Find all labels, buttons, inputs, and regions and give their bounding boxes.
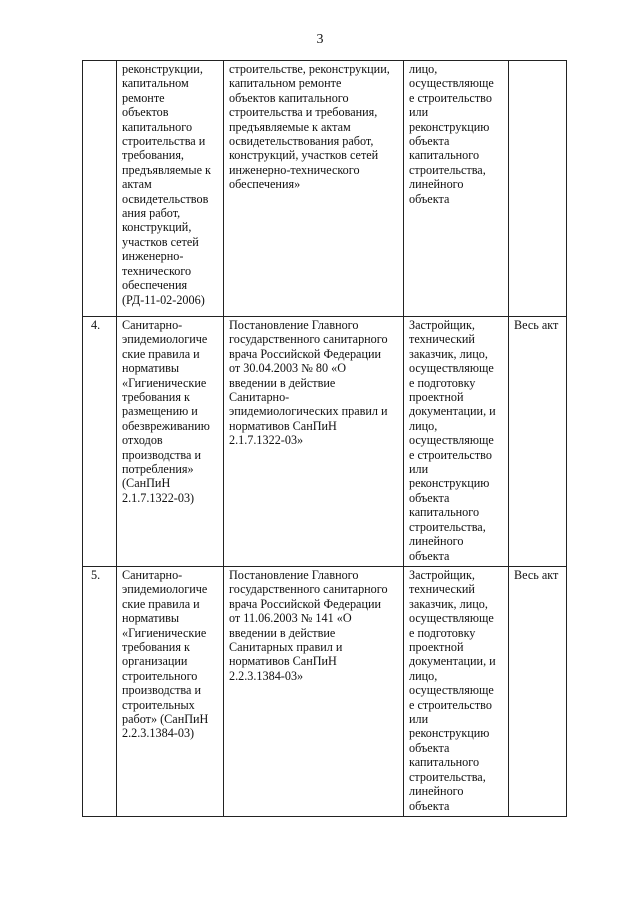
requirements-table — [82, 60, 567, 817]
responsible-subjects: Застройщик, технический заказчик, лицо, осуществляюще е подготовку проектной документации, и лицо, осуществляюще е строительство или реконструкцию объекта капитального строительства, линейного объекта — [404, 567, 509, 817]
row-number: 4. — [83, 317, 117, 567]
responsible-subjects: лицо, осуществляюще е строительство или реконструкцию объекта капитального строительства, линейного объекта — [404, 61, 509, 317]
row-number: 5. — [83, 567, 117, 817]
table-row — [83, 317, 567, 567]
row-number — [83, 61, 117, 317]
requirement-name: Санитарно- эпидемиологиче ские правила и нормативы «Гигиенические требования к размещению и обезвреживанию отходов производства и потребления» (СанПиН 2.1.7.1322-03) — [117, 317, 224, 567]
table-row — [83, 61, 567, 317]
responsible-subjects: Застройщик, технический заказчик, лицо, осуществляюще е подготовку проектной документации, и лицо, осуществляюще е строительство или реконструкцию объекта капитального строительства, линейного объекта — [404, 317, 509, 567]
approving-act: строительстве, реконструкции, капитальном ремонте объектов капитального строительства и требования, предъявляемые к актам освидетельствования работ, конструкций, участков сетей инженерно-технического обеспечения» — [224, 61, 404, 317]
application-scope: Весь акт — [509, 567, 567, 817]
application-scope: Весь акт — [509, 317, 567, 567]
requirement-name: реконструкции, капитальном ремонте объектов капитального строительства и требования, предъявляемые к актам освидетельствов ания работ, конструкций, участков сетей инженерно- технического обеспечения (РД-11-02-2006) — [117, 61, 224, 317]
requirement-name: Санитарно- эпидемиологиче ские правила и нормативы «Гигиенические требования к организации строительного производства и строительных работ» (СанПиН 2.2.3.1384-03) — [117, 567, 224, 817]
approving-act: Постановление Главного государственного санитарного врача Российской Федерации от 30.04.2003 № 80 «О введении в действие Санитарно- эпидемиологических правил и нормативов СанПиН 2.1.7.1322-03» — [224, 317, 404, 567]
application-scope — [509, 61, 567, 317]
page-number: 3 — [316, 32, 324, 47]
table-row — [83, 567, 567, 817]
approving-act: Постановление Главного государственного санитарного врача Российской Федерации от 11.06.2003 № 141 «О введении в действие Санитарных правил и нормативов СанПиН 2.2.3.1384-03» — [224, 567, 404, 817]
